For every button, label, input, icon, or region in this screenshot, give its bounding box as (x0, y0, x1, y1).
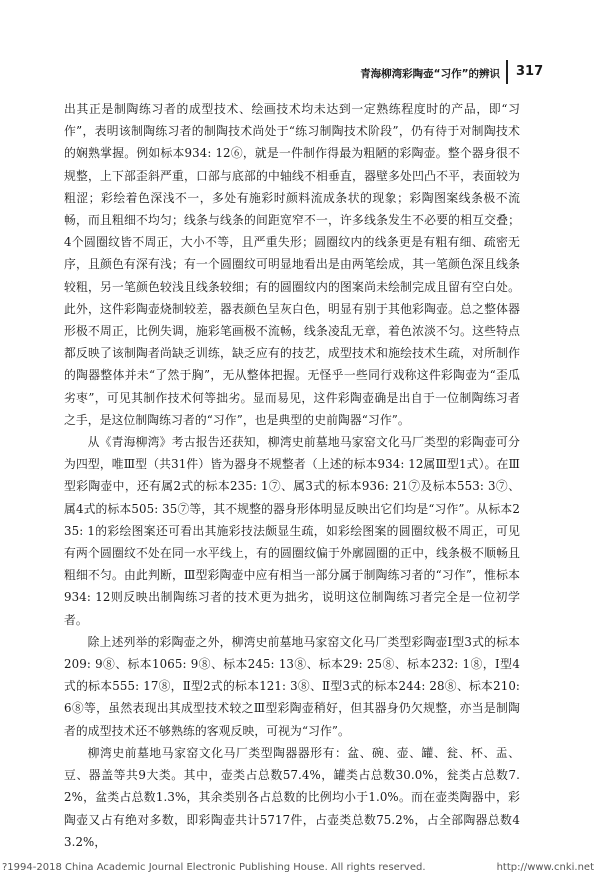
running-head-title: 青海柳湾彩陶壶“习作”的辨识 (360, 68, 500, 80)
header-divider (506, 60, 508, 84)
paragraph-1: 出其正是制陶练习者的成型技术、绘画技术均未达到一定熟练程度时的产品，即“习作”，表明该制陶练习者的制陶技术尚处于“练习制陶技术阶段”，仍有待于对制陶技术的娴熟掌握。例如标本934: 12⑥，就是一件制作得最为粗陋的彩陶壶。整个器身很不规整，上下部歪斜严重，口部与底部的中轴线不相垂直，器壁多处凹凸不平，表面较为粗涩；彩绘着色深浅不一，多处有施彩时颜料流成条状的现象；彩陶图案线条极不流畅，而且粗细不均匀；线条与线条的间距宽窄不一，许多线条发生不必要的相互交叠；4个圆圈纹皆不周正，大小不等，且严重失形；圆圈纹内的线条更是有粗有细、疏密无序，且颜色有深有浅；有一个圆圈纹可明显地看出是由两笔绘成，其一笔颜色深且线条较粗，另一笔颜色较浅且线条较细；有的圆圈纹内的图案尚未绘制完成且留有空白处。此外，这件彩陶壶烧制较差，器表颜色呈灰白色，明显有别于其他彩陶壶。总之整体器形极不周正，比例失调，施彩笔画极不流畅，线条凌乱无章，着色浓淡不匀。这些特点都反映了该制陶者尚缺乏训练，缺乏应有的技艺，成型技术和施绘技术生疏，对所制作的陶器整体并未“了然于胸”，无从整体把握。无怪乎一些同行戏称这件彩陶壶为“歪瓜劣枣”，可见其制作技术何等拙劣。显而易见，这件彩陶壶确是出自于一位制陶练习者之手，是这位制陶练习者的“习作”，也是典型的史前陶器“习作”。 (64, 102, 520, 427)
paragraph-4: 柳湾史前墓地马家窑文化马厂类型陶器器形有：盆、碗、壶、罐、瓮、杯、盂、豆、器盖等共9大类。其中，壶类占总数57.4%，罐类占总数30.0%，瓮类占总数7.2%，盆类占总数1.3%，其余类别各占总数的比例均小于1.0%。而在壶类陶器中，彩陶壶又占有绝对多数，即彩陶壶共计5717件，占壶类总数75.2%，占全部陶器总数43.2%， (64, 745, 520, 849)
running-head (0, 60, 600, 86)
page-number: 317 (516, 64, 544, 79)
page-footer (0, 862, 600, 880)
article-body (64, 98, 520, 853)
copyright-notice: ?1994-2018 China Academic Journal Electronic Publishing House. All rights reserved. (2, 862, 426, 873)
paragraph-3: 除上述列举的彩陶壶之外，柳湾史前墓地马家窑文化马厂类型彩陶壶Ⅰ型3式的标本209: 9⑧、标本1065: 9⑧、标本245: 13⑧、标本29: 25⑧、标本232: 1⑧，Ⅰ型4式的标本555: 17⑧，Ⅱ型2式的标本121: 3⑧、Ⅱ型3式的标本244: 28⑧、标本210: 6⑧等，虽然表现出其成型技术较之Ⅲ型彩陶壶稍好，但其器身仍欠规整，亦当是制陶者的成型技术还不够熟练的客观反映，可视为“习作”。 (64, 634, 520, 738)
paragraph-2: 从《青海柳湾》考古报告还获知，柳湾史前墓地马家窑文化马厂类型的彩陶壶可分为四型，唯Ⅲ型（共31件）皆为器身不规整者（上述的标本934: 12属Ⅲ型1式）。在Ⅲ型彩陶壶中，还有属2式的标本235: 1⑦、属3式的标本936: 21⑦及标本553: 3⑦、属4式的标本505: 35⑦等，其不规整的器身形体明显反映出它们均是“习作”。从标本235: 1的彩绘图案还可看出其施彩技法颇显生疏，如彩绘图案的圆圈纹极不周正，可见有两个圆圈纹不处在同一水平线上，有的圆圈纹偏于外廓圆圈的正中，线条极不顺畅且粗细不匀。由此判断，Ⅲ型彩陶壶中应有相当一部分属于制陶练习者的“习作”，惟标本934: 12则反映出制陶练习者的技术更为拙劣，说明这位制陶练习者完全是一位初学者。 (64, 435, 520, 627)
publisher-url: http://www.cnki.net (496, 862, 594, 873)
